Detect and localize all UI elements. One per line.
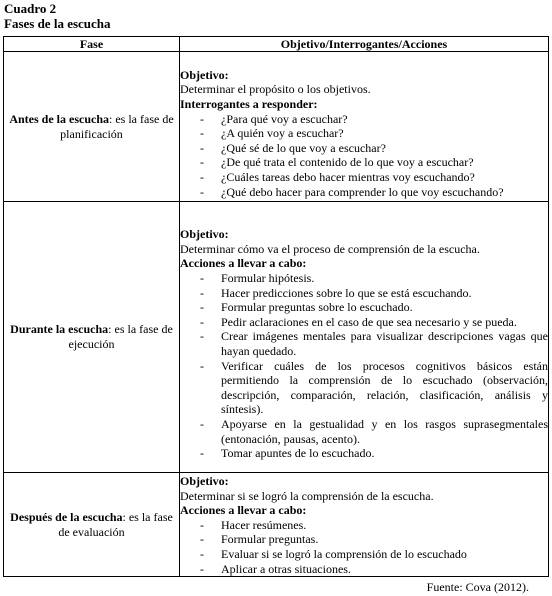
list-item: - Formular hipótesis. bbox=[180, 271, 548, 286]
list-item: - Apoyarse en la gestualidad y en los rasgos suprasegmentales (entonación, pausas, acento). bbox=[180, 417, 548, 446]
phase-description: : es la fase de evaluación bbox=[58, 509, 173, 539]
header-fase: Fase bbox=[4, 37, 180, 52]
list-item: - Formular preguntas. bbox=[180, 532, 548, 547]
phase-cell bbox=[4, 52, 180, 202]
phase-name: Antes de la escucha bbox=[9, 111, 110, 126]
source-note: Fuente: Cova (2012). bbox=[426, 580, 529, 594]
list-label: Acciones a llevar a cabo: bbox=[180, 503, 307, 518]
content-cell bbox=[180, 52, 549, 202]
table-row bbox=[4, 473, 549, 577]
phase-description: : es la fase de ejecución bbox=[68, 322, 173, 351]
list-item: - Aplicar a otras situaciones. bbox=[180, 562, 548, 577]
phase-name: Durante la escucha bbox=[10, 322, 109, 337]
list-item: - ¿Para qué voy a escuchar? bbox=[180, 112, 548, 127]
list-label: Acciones a llevar a cabo: bbox=[180, 256, 307, 271]
list-item: - Pedir aclaraciones en el caso de que sea necesario y se pueda. bbox=[180, 315, 548, 330]
objective-label: Objetivo: bbox=[180, 227, 229, 242]
table-row bbox=[4, 52, 549, 202]
header-objetivo: Objetivo/Interrogantes/Acciones bbox=[180, 37, 549, 52]
list-item: - ¿De qué trata el contenido de lo que voy a escuchar? bbox=[180, 155, 548, 170]
list-item: - ¿Qué sé de lo que voy a escuchar? bbox=[180, 141, 548, 156]
list-label: Interrogantes a responder: bbox=[180, 97, 318, 112]
objective-text: Determinar el propósito o los objetivos. bbox=[180, 82, 371, 97]
list-item: - Verificar cuáles de los procesos cognitivos básicos están permitiendo la comprensión de lo escuchado (observación, descripción, comparación, relación, clasificación, análisis y síntesis). bbox=[180, 359, 548, 417]
objective-label: Objetivo: bbox=[180, 67, 229, 82]
objective-text: Determinar cómo va el proceso de comprensión de la escucha. bbox=[180, 241, 480, 256]
list-item: - ¿A quién voy a escuchar? bbox=[180, 126, 548, 141]
list-item: - ¿Qué debo hacer para comprender lo que voy escuchando? bbox=[180, 185, 548, 200]
list-item: - Hacer predicciones sobre lo que se está escuchando. bbox=[180, 286, 548, 301]
phase-cell bbox=[4, 473, 180, 577]
content-cell bbox=[180, 202, 549, 473]
item-list bbox=[180, 271, 548, 461]
phases-table bbox=[3, 36, 549, 577]
list-item: - Formular preguntas sobre lo escuchado. bbox=[180, 300, 548, 315]
list-item: - Tomar apuntes de lo escuchado. bbox=[180, 446, 548, 461]
item-list bbox=[180, 112, 548, 200]
list-item: - Crear imágenes mentales para visualizar descripciones vagas que hayan quedado. bbox=[180, 329, 548, 358]
item-list bbox=[180, 518, 548, 576]
phase-name: Después de la escucha bbox=[10, 509, 123, 524]
table-row bbox=[4, 202, 549, 473]
table-caption-title: Cuadro 2 bbox=[4, 1, 57, 16]
table-header-row bbox=[4, 37, 549, 52]
objective-text: Determinar si se logró la comprensión de la escucha. bbox=[180, 488, 434, 503]
phase-description: : es la fase de planificación bbox=[60, 111, 174, 141]
objective-label: Objetivo: bbox=[180, 474, 229, 488]
table-caption-subtitle: Fases de la escucha bbox=[4, 16, 111, 31]
list-item: - Evaluar si se logró la comprensión de lo escuchado bbox=[180, 547, 548, 562]
phase-cell bbox=[4, 202, 180, 473]
list-item: - ¿Cuáles tareas debo hacer mientras voy escuchando? bbox=[180, 170, 548, 185]
content-cell bbox=[180, 473, 549, 577]
list-item: - Hacer resúmenes. bbox=[180, 518, 548, 533]
